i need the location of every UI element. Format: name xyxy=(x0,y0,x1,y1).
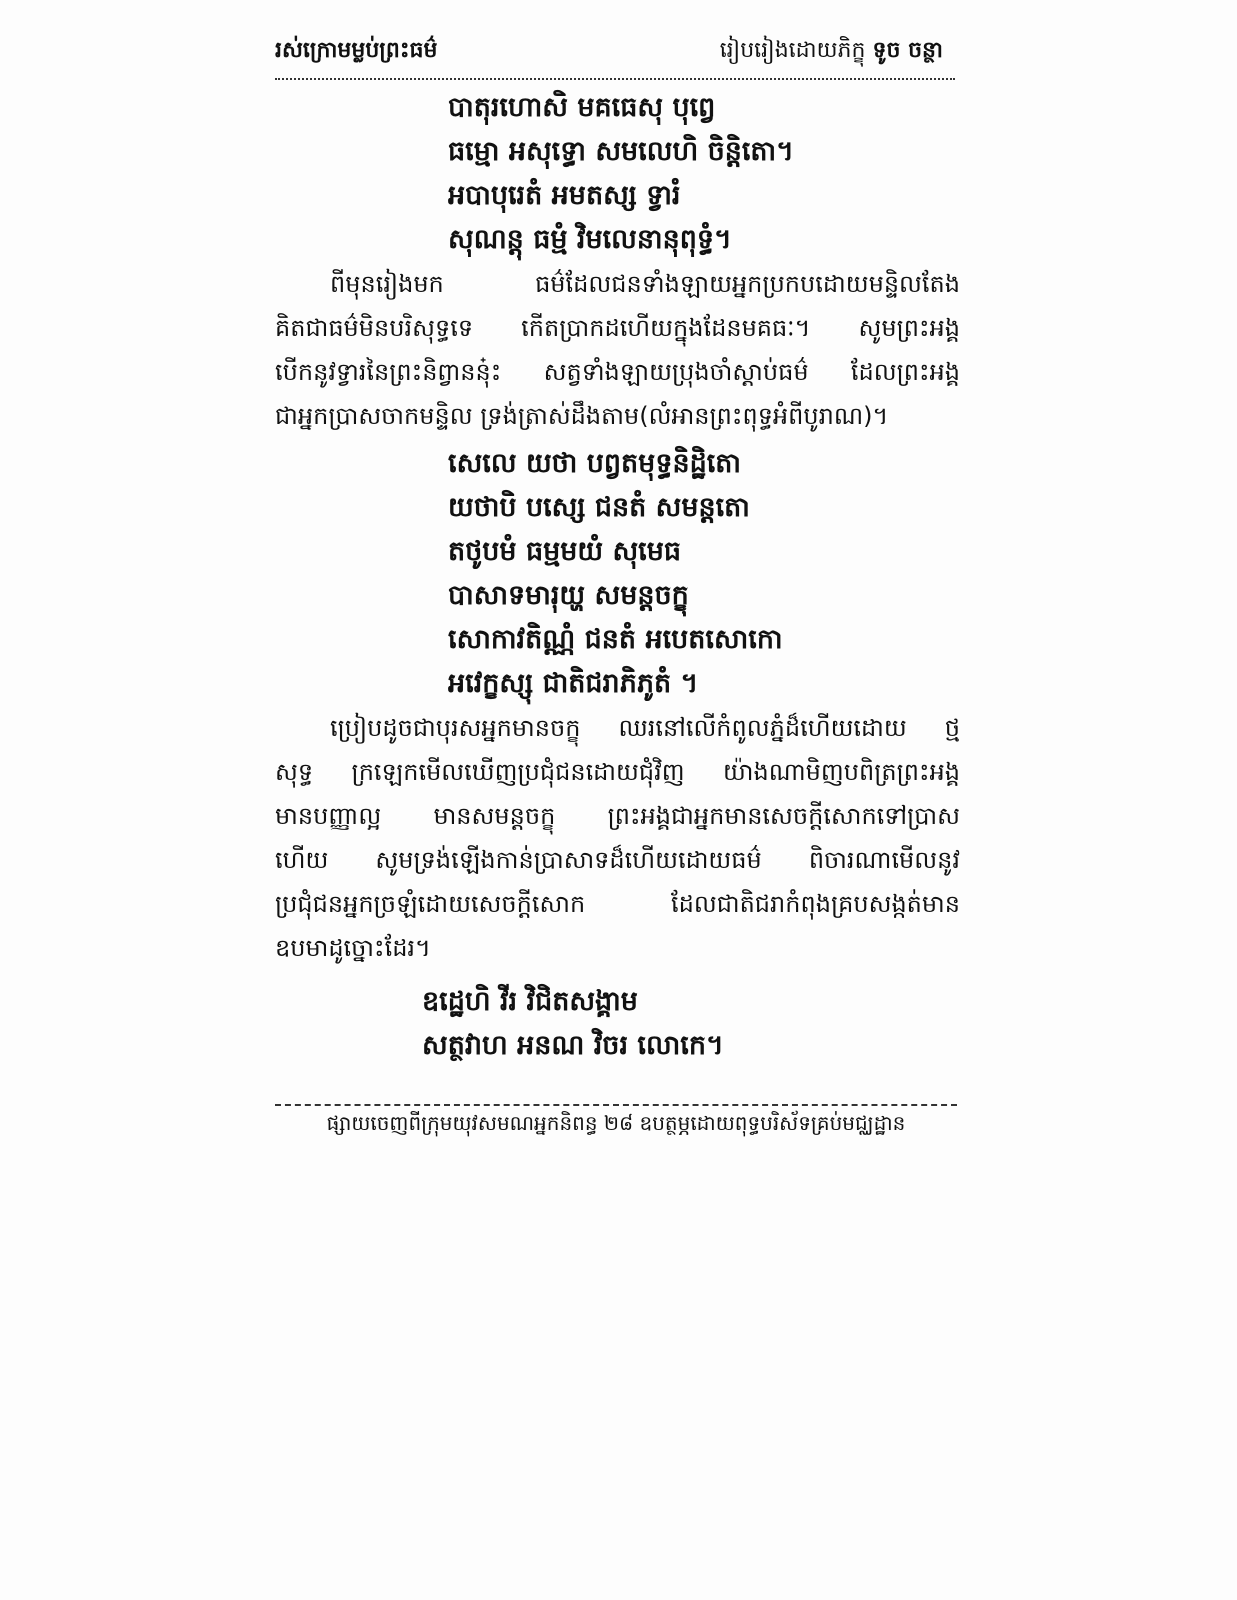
prose-line: ហើយ សូមទ្រង់ឡើងកាន់ប្រាសាទដ៏ហើយដោយធម៌ ពិចារណាមើលនូវ xyxy=(275,846,960,874)
khmer-translation-1 xyxy=(275,262,960,438)
footer-divider xyxy=(275,1104,957,1106)
verse-line: ឧដ្ឋេហិ វីរ វិជិតសង្គាម xyxy=(422,986,638,1017)
page-header xyxy=(275,32,955,80)
verse-line: អវេក្ខស្សុ ជាតិជរាភិភូតំ ។ xyxy=(448,668,699,699)
pali-verse-3 xyxy=(422,980,724,1068)
prose-line: ឧបមាដូច្នោះដែរ។ xyxy=(275,934,431,962)
verse-line: ធម្មោ អសុទ្ធោ សមលេហិ ចិន្តិតោ។ xyxy=(448,136,794,167)
author-credit xyxy=(720,36,943,68)
prose-line: ប្រជុំជនអ្នកច្រឡំដោយសេចក្តីសោក ដែលជាតិជរាកំពុងគ្របសង្កត់មាន xyxy=(275,890,960,918)
prose-line: ជាអ្នកប្រាសចាកមន្ទិល ទ្រង់ត្រាស់ដឹងតាម(លំអានព្រះពុទ្ធអំពីបូរាណ)។ xyxy=(275,402,889,430)
verse-line: សត្ថវាហ អនណ វិចរ លោកេ។ xyxy=(422,1030,724,1061)
prose-line: សុទ្ធ ក្រឡេកមើលឃើញប្រជុំជនដោយជុំវិញ យ៉ាងណាមិញបពិត្រព្រះអង្គ xyxy=(275,758,960,786)
prose-line: គិតជាធម៌មិនបរិសុទ្ធទេ កើតប្រាកដហើយក្នុងដែនមគធៈ។ សូមព្រះអង្គ xyxy=(275,314,960,342)
verse-line: សោកាវតិណ្ណំ ជនតំ អបេតសោកោ xyxy=(448,624,783,655)
verse-line: សុណន្តុ ធម្មំ វិមលេនានុពុទ្ធំ។ xyxy=(448,224,732,255)
verse-line: សេលេ យថា បព្វតមុទ្ធនិដ្ឋិតោ xyxy=(448,448,742,479)
prose-line: បើកនូវទ្វារនៃព្រះនិព្វាននុ៎ះ សត្វទាំងឡាយប្រុងចាំស្តាប់ធម៌ ដែលព្រះអង្គ xyxy=(275,358,960,386)
verse-line: យថាបិ បស្សេ ជនតំ សមន្តតោ xyxy=(448,492,750,523)
footer-credit: ផ្សាយចេញពីក្រុមយុវសមណអ្នកនិពន្ធ ២៨ ឧបត្ថម្ភដោយពុទ្ធបរិស័ទគ្រប់មជ្ឈដ្ឋាន xyxy=(326,1111,906,1135)
verse-line: បាតុរហោសិ មគធេសុ បុព្វេ xyxy=(448,92,716,123)
author-name: ទូច ចន្ថា xyxy=(872,38,943,63)
pali-verse-1 xyxy=(448,86,794,262)
compiled-by-label: រៀបរៀងដោយភិក្ខុ xyxy=(719,38,866,63)
prose-line: ប្រៀបដូចជាបុរសអ្នកមានចក្ខុ ឈរនៅលើកំពូលភ្នំដ៏ហើយដោយ ថ្ម xyxy=(330,714,960,742)
book-title: រស់ក្រោមម្លប់ព្រះធម៌ xyxy=(275,38,438,63)
verse-line: បាសាទមារុយ្ហ សមន្តចក្ខុ xyxy=(448,580,689,611)
prose-line: ពីមុនរៀងមក ធម៌ដែលជនទាំងឡាយអ្នកប្រកបដោយមន្ទិលតែង xyxy=(330,270,960,298)
khmer-translation-2 xyxy=(275,706,960,970)
prose-line: មានបញ្ញាល្អ មានសមន្តចក្ខុ ព្រះអង្គជាអ្នកមានសេចក្តីសោកទៅប្រាស xyxy=(275,802,960,830)
verse-line: អបាបុរេតំ អមតស្ស ទ្វារំ xyxy=(448,180,681,211)
verse-line: តថូបមំ ធម្មមយំ សុមេធ xyxy=(448,536,682,567)
header-divider xyxy=(275,78,955,80)
pali-verse-2 xyxy=(448,442,783,706)
